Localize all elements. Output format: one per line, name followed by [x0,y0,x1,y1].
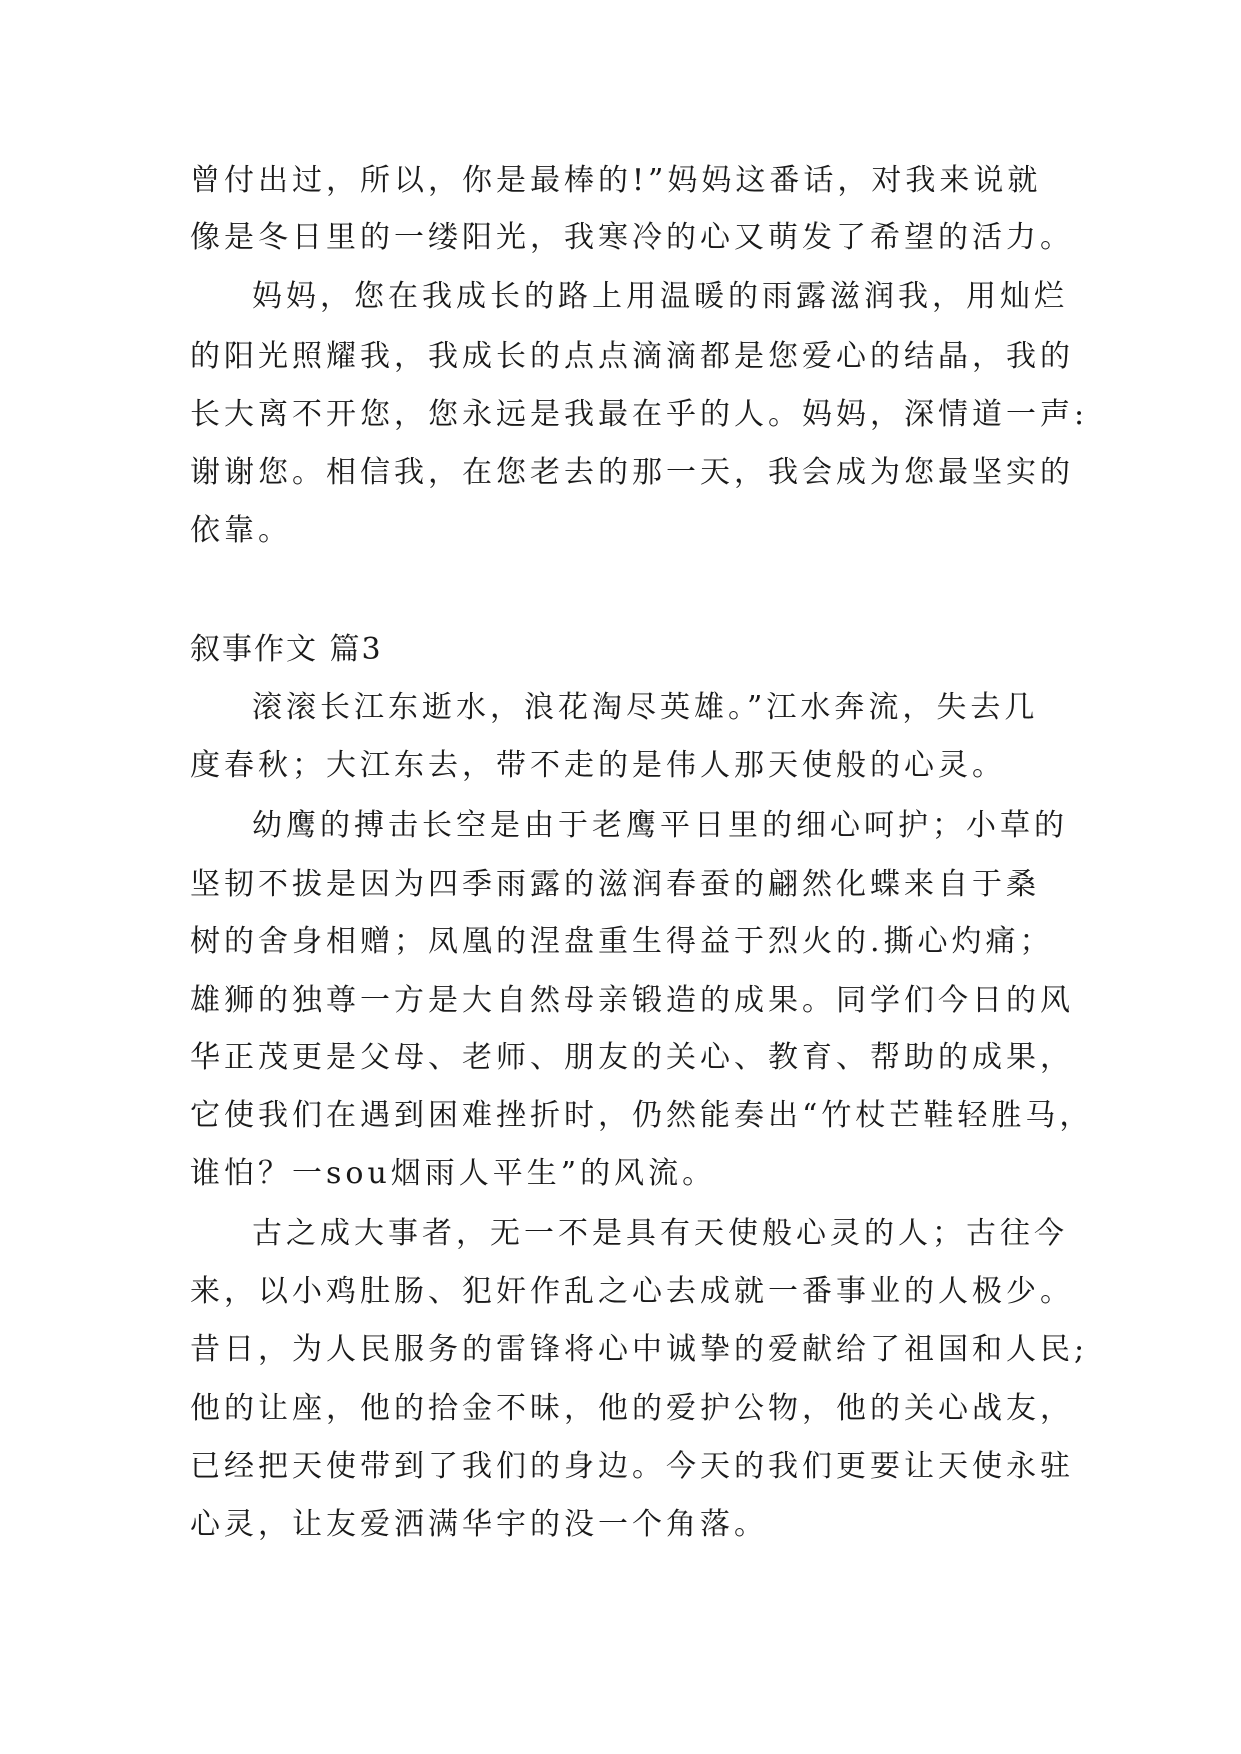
paragraph-first-line: 滚滚长江东逝水，浪花淘尽英雄。”江水奔流，失去几 [252,690,1039,725]
text-line: 长大离不开您，您永远是我最在乎的人。妈妈，深情道一声: [190,397,1089,432]
text-line: 华正茂更是父母、老师、朋友的关心、教育、帮助的成果， [190,1040,1074,1075]
text-line: 心灵，让友爱洒满华宇的没一个角落。 [190,1507,768,1542]
text-line: 曾付出过，所以，你是最棒的!”妈妈这番话，对我来说就 [190,163,1042,198]
paragraph-first-line: 妈妈，您在我成长的路上用温暖的雨露滋润我，用灿烂 [252,279,1068,314]
text-line: 它使我们在遇到困难挫折时，仍然能奏出“竹杖芒鞋轻胜马， [190,1098,1094,1133]
text-line: 雄狮的独尊一方是大自然母亲锻造的成果。同学们今日的风 [190,983,1074,1018]
text-line: 的阳光照耀我，我成长的点点滴滴都是您爱心的结晶，我的 [190,339,1074,374]
text-line: 树的舍身相赠；凤凰的涅盘重生得益于烈火的.撕心灼痛； [190,924,1054,959]
text-line: 他的让座，他的拾金不昧，他的爱护公物，他的关心战友， [190,1391,1074,1426]
text-line: 谢谢您。相信我，在您老去的那一天，我会成为您最坚实的 [190,455,1074,490]
section-heading: 叙事作文 篇3 [190,632,383,667]
text-line: 像是冬日里的一缕阳光，我寒冷的心又萌发了希望的活力。 [190,220,1074,255]
text-line: 已经把天使带到了我们的身边。今天的我们更要让天使永驻 [190,1449,1074,1484]
text-line: 坚韧不拔是因为四季雨露的滋润春蚕的翩然化蝶来自于桑 [190,867,1040,902]
text-line: 度春秋；大江东去，带不走的是伟人那天使般的心灵。 [190,748,1006,783]
text-line: 来，以小鸡肚肠、犯奸作乱之心去成就一番事业的人极少。 [190,1274,1074,1309]
paragraph-first-line: 幼鹰的搏击长空是由于老鹰平日里的细心呵护；小草的 [252,808,1068,843]
text-line: 依靠。 [190,513,292,548]
paragraph-first-line: 古之成大事者，无一不是具有天使般心灵的人；古往今 [252,1216,1068,1251]
text-line: 谁怕？一sou烟雨人平生”的风流。 [190,1156,717,1191]
text-line: 昔日，为人民服务的雷锋将心中诚挚的爱献给了祖国和人民; [190,1332,1089,1367]
